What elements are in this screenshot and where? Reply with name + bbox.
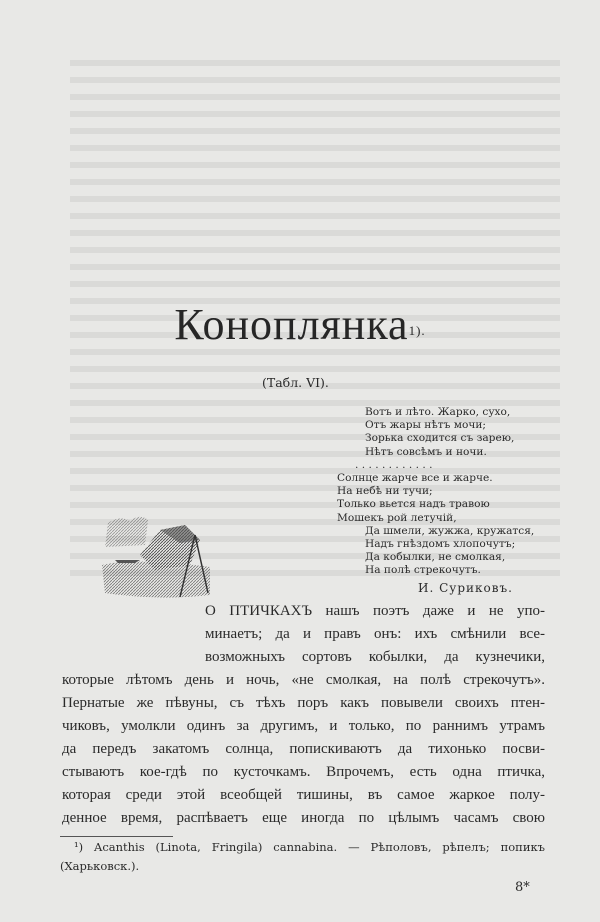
page-number: 8*	[515, 880, 530, 895]
footnote-mark: 1).	[408, 323, 426, 338]
title-text: Коноплянка	[174, 300, 409, 349]
body-line: возможныхъ сортовъ кобылки, да кузнечики,	[205, 649, 545, 665]
body-line: чиковъ, умолкли одинъ за другимъ, и только, по раннимъ утрамъ	[62, 718, 545, 734]
footnote-line: (Харьковск.).	[60, 859, 140, 873]
body-line: минаетъ; да и правъ онъ: ихъ смѣнили все-	[205, 626, 545, 642]
table-reference: (Табл. VI).	[262, 375, 329, 390]
body-line: денное время, распѣваетъ еще иногда по цѣлымъ часамъ свою	[62, 810, 545, 826]
body-line: которая среди этой всеобщей тишины, въ самое жаркое полу-	[62, 787, 545, 803]
poem-line: Надъ гнѣздомъ хлопочутъ;	[365, 538, 516, 550]
poem-line: Да кобылки, не смолкая,	[365, 551, 506, 564]
page-title	[0, 300, 600, 350]
poem-stanza-2a	[337, 472, 493, 525]
poem-stanza-1	[355, 406, 515, 472]
poem-line: Только вьется надъ травою	[337, 498, 490, 511]
body-line: стываютъ кое-гдѣ по кусточкамъ. Впрочемъ, есть одна птичка,	[62, 764, 545, 780]
poem-stanza-2b	[365, 525, 534, 578]
poem-line: Да шмели, жужжа, кружатся,	[365, 524, 535, 537]
footnote-line: ¹) Acanthis (Linota, Fringila) cannabina. — Рѣполовъ, рѣпелъ; попикъ	[74, 840, 545, 854]
poem-line: На полѣ стрекочутъ.	[365, 564, 481, 577]
body-line: которые лѣтомъ день и ночь, «не смолкая, на полѣ стрекочутъ».	[62, 672, 545, 688]
poem-line: Мошекъ рой летучій,	[337, 511, 457, 524]
poem-line: Солнце жарче все и жарче.	[337, 472, 493, 484]
poem-author: И. Суриковъ.	[418, 581, 513, 595]
poem-line: Отъ жары нѣтъ мочи;	[365, 419, 486, 432]
poem-line: Нѣтъ совсѣмъ и ночи.	[365, 445, 487, 458]
landscape-illustration	[100, 505, 212, 601]
body-line: Пернатые же пѣвуны, съ тѣхъ поръ какъ повывели своихъ птен-	[62, 695, 545, 711]
body-line: да передъ закатомъ солнца, попискиваютъ да тихонько посви-	[62, 741, 545, 757]
footnote	[60, 838, 545, 876]
poem-line: Зорька сходится съ зарею,	[365, 432, 515, 445]
poem-line: На небѣ ни тучи;	[337, 485, 433, 498]
poem-ellipsis: . . . . . . . . . . . .	[355, 458, 433, 471]
poem-line: Вотъ и лѣто. Жарко, сухо,	[365, 406, 511, 418]
footnote-rule	[60, 836, 173, 837]
body-line: О ПТИЧКАХЪ нашъ поэтъ даже и не упо-	[205, 603, 545, 619]
